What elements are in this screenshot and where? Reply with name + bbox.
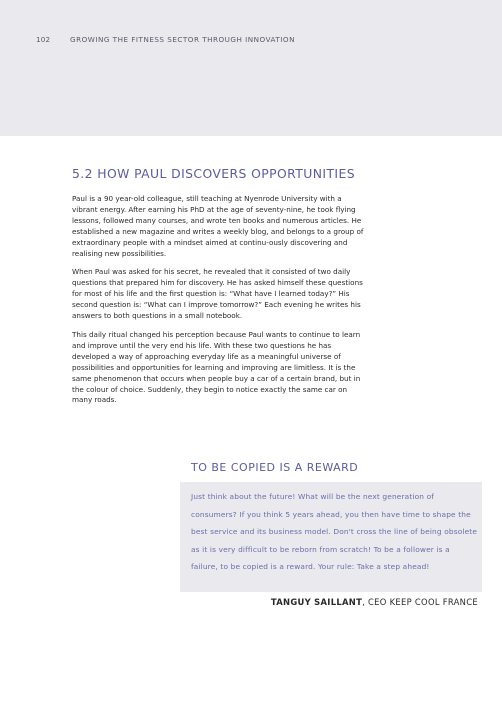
section-heading: 5.2 HOW PAUL DISCOVERS OPPORTUNITIES — [72, 166, 355, 181]
body-text — [72, 194, 368, 414]
quote-heading: TO BE COPIED IS A REWARD — [191, 461, 359, 474]
paragraph: Paul is a 90 year-old colleague, still teaching at Nyenrode University with a vibrant energy. After earning his PhD at the age of seventy-nine, he took flying lessons, followed many courses, and wrote ten books and numerous articles. He established a new magazine and writes a weekly blog, and belongs to a group of extraordinary people with a mindset aimed at continu-ously discovering and realising new possibilities. — [72, 194, 364, 258]
author-role: , CEO KEEP COOL FRANCE — [362, 597, 478, 607]
quote-attribution — [180, 597, 478, 607]
paragraph: When Paul was asked for his secret, he revealed that it consisted of two daily questions that prepared him for discovery. He has asked himself these questions for most of his life and the first question is: “What have I learned today?” His second question is: “What can I improve tomorrow?” Each evening he writes his answers to both questions in a small notebook. — [72, 267, 363, 321]
quote-box — [180, 482, 482, 592]
page-header-band — [0, 0, 502, 136]
running-title: GROWING THE FITNESS SECTOR THROUGH INNOVATION — [70, 35, 295, 44]
page-number: 102 — [36, 35, 51, 44]
paragraph: This daily ritual changed his perception because Paul wants to continue to learn and improve until the very end his life. With these two questions he has developed a way of approaching everyday life as a meaningful universe of possibilities and opportunities for learning and improving are limitless. It is the same phenomenon that occurs when people buy a car of a certain brand, but in the colour of choice. Suddenly, they begin to notice exactly the same car on many roads. — [72, 329, 361, 405]
quote-text: Just think about the future! What will be the next generation of consumers? If you think 5 years ahead, you then have time to shape the best service and its business model. Don't cross the line of being obsolete as it is very difficult to be reborn from scratch! To be a follower is a failure, to be copied is a reward. Your rule: Take a step ahead! — [191, 492, 478, 572]
author-name: TANGUY SAILLANT — [270, 597, 363, 607]
